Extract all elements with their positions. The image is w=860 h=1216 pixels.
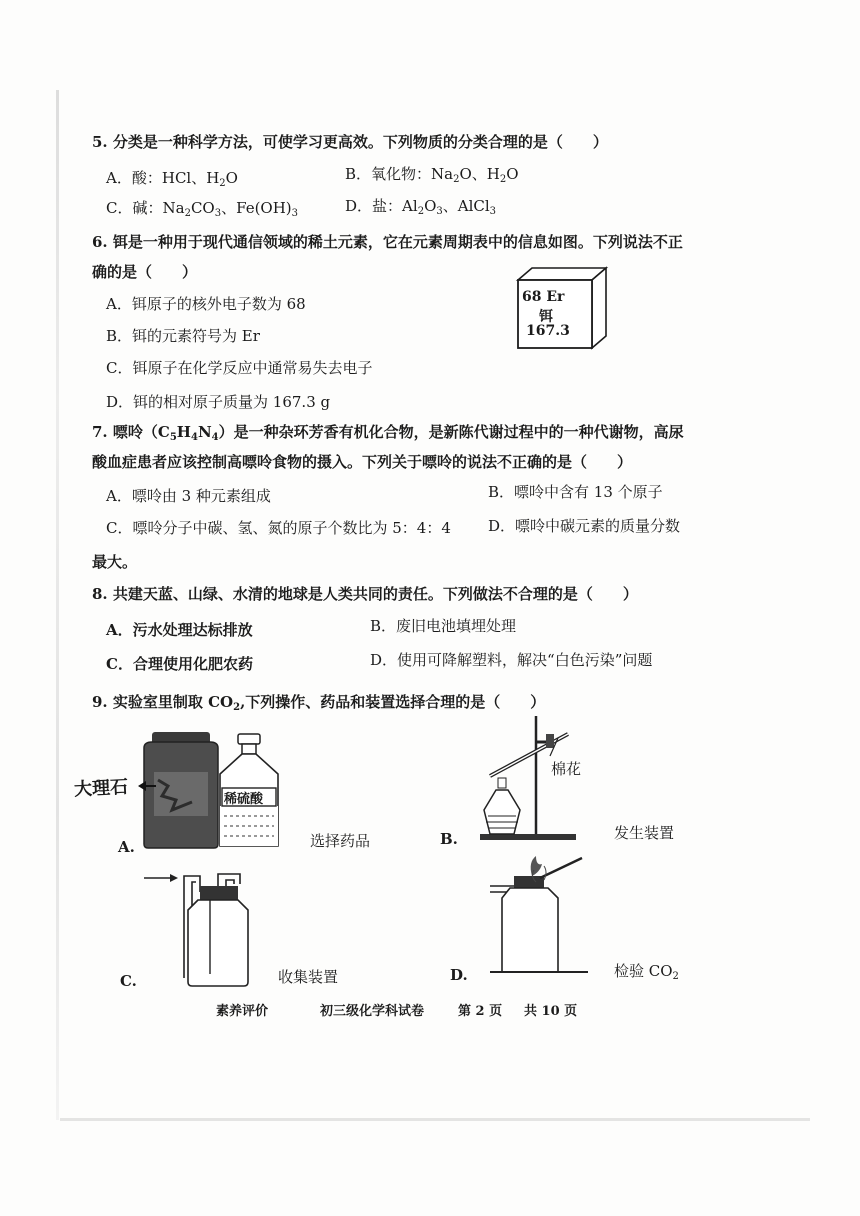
q7-option-d-continued: 最大。	[92, 553, 138, 571]
element-mass: 167.3	[526, 323, 570, 339]
q7-stem-line2: 酸血症患者应该控制高嘌呤食物的摄入。下列关于嘌呤的说法不正确的是（ ）	[92, 453, 633, 471]
element-tile-header	[522, 289, 564, 305]
q7-stem-line1: 7. 嘌呤$(C_5H_4N_4)$是一种杂环芳香有机化合物，是新陈代谢过程中的一种代谢物，高尿	[92, 423, 684, 443]
q7-option-d: D．嘌呤中碳元素的质量分数	[488, 517, 681, 535]
scan-shadow-left	[56, 90, 59, 1120]
q8-option-c: C．合理使用化肥农药	[106, 655, 253, 673]
footer-subject: 初三级化学科试卷	[320, 1004, 425, 1019]
q5-option-c: C．碱：$Na_2CO_3$、$Fe(OH)_3$	[106, 199, 299, 219]
q6-stem-line2: 确的是（ ）	[92, 263, 198, 281]
q7-option-a: A．嘌呤由 3 种元素组成	[106, 487, 271, 505]
figure-a-letter: A.	[118, 838, 135, 856]
figure-c-letter: C.	[120, 972, 137, 990]
scan-shadow-bottom	[60, 1118, 810, 1121]
q8-stem: 8. 共建天蓝、山绿、水清的地球是人类共同的责任。下列做法不合理的是（ ）	[92, 585, 638, 603]
q6-option-a: A．铒原子的核外电子数为 68	[106, 295, 306, 313]
figure-b-caption: 发生装置	[614, 824, 675, 842]
element-symbol: Er	[546, 289, 565, 305]
handwritten-marble-label: 大理石	[73, 776, 129, 801]
bottle-label: 稀硫酸	[224, 792, 264, 807]
q8-option-d: D．使用可降解塑料，解决“白色污染”问题	[370, 651, 653, 669]
q8-option-a: A．污水处理达标排放	[106, 621, 253, 639]
q6-stem-line1: 6. 铒是一种用于现代通信领域的稀土元素，它在元素周期表中的信息如图。下列说法不正	[92, 233, 683, 251]
figure-a-caption: 选择药品	[310, 832, 371, 850]
figure-d-caption: 检验 $CO_2$	[614, 962, 679, 982]
footer-left: 素养评价	[216, 1004, 269, 1019]
footer-total-pages: 共 10 页	[524, 1004, 578, 1019]
q6-option-c: C．铒原子在化学反应中通常易失去电子	[106, 359, 373, 377]
q7-option-b: B．嘌呤中含有 13 个原子	[488, 483, 663, 501]
q5-stem: 5. 分类是一种科学方法，可使学习更高效。下列物质的分类合理的是（ ）	[92, 133, 608, 151]
figure-c-caption: 收集装置	[278, 968, 339, 986]
q6-option-b: B．铒的元素符号为 Er	[106, 327, 260, 345]
figure-c-collection-bottle	[140, 862, 260, 988]
figure-d-co2-test	[470, 852, 610, 976]
q8-option-b: B．废旧电池填埋处理	[370, 617, 517, 635]
element-atomic-number: 68	[522, 289, 542, 305]
q7-option-c: C．嘌呤分子中碳、氢、氮的原子个数比为 5：4：4	[106, 519, 451, 537]
cotton-label: 棉花	[551, 760, 582, 778]
q5-option-b: B．氧化物：$Na_2O$、$H_2O$	[345, 165, 519, 185]
q9-stem: 9. 实验室里制取 $CO_2$,下列操作、药品和装置选择合理的是（ ）	[92, 693, 546, 713]
figure-d-letter: D.	[450, 966, 468, 984]
footer-page-number: 第 2 页	[458, 1004, 503, 1019]
q5-option-d: D．盐：$Al_2O_3$、AlCl$_3$	[345, 197, 497, 217]
q5-option-a: A．酸：HCl、$H_2O$	[106, 169, 238, 189]
q6-option-d: D．铒的相对原子质量为 167.3 g	[106, 393, 331, 411]
figure-b-letter: B.	[440, 830, 458, 848]
element-name: 铒	[539, 309, 553, 325]
